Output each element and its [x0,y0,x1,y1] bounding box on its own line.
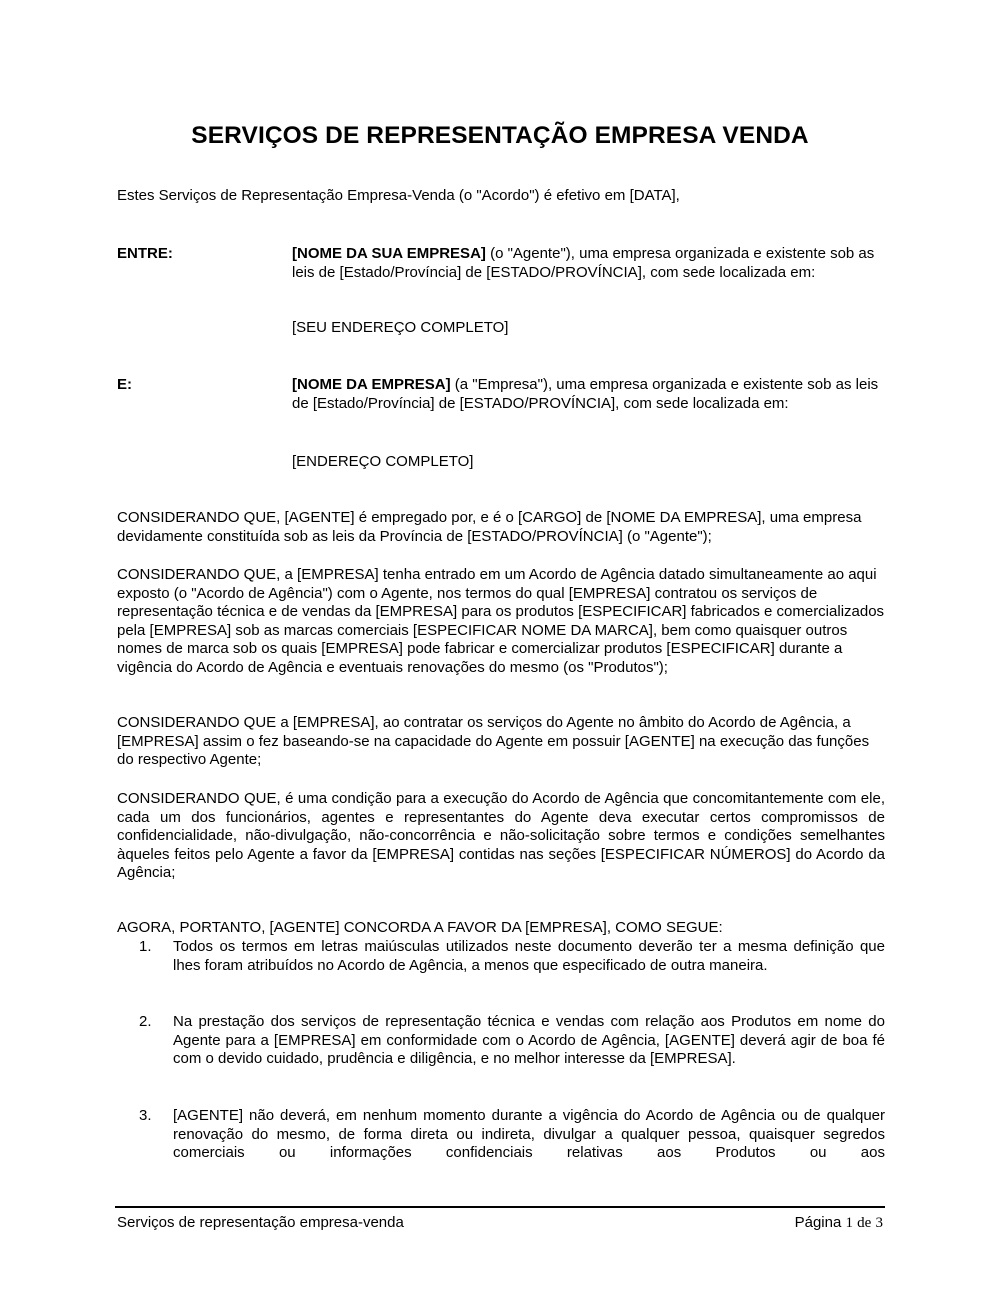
clause-text: Todos os termos em letras maiúsculas utilizados neste documento deverão ter a mesma definição que lhes foram atribuídos no Acordo de Agência, a menos que especificado de outra maneira. [173,938,885,974]
intro-paragraph: Estes Serviços de Representação Empresa-Venda (o "Acordo") é efetivo em [DATA], [117,187,680,204]
page-label: Página [794,1214,842,1231]
whereas-paragraph: CONSIDERANDO QUE, é uma condição para a execução do Acordo de Agência que concomitantemente com ele, cada um dos funcionários, agentes e representantes do Agente deva executar certos compromissos de confidencialidade, não-divulgação, não-concorrência e não-solicitação sobre termos e condições semelhantes àqueles feitos pelo Agente a favor da [EMPRESA] contidas nas seções [ESPECIFICAR NÚMEROS] do Acordo da Agência; [117,790,885,881]
party1-text [292,245,884,282]
party2-label: E: [117,376,132,393]
party2-description: (a "Empresa"), uma empresa organizada e existente sob as leis de [Estado/Província] de [ESTADO/PROVÍNCIA], com sede localizada em: [292,376,879,412]
whereas-paragraph: CONSIDERANDO QUE a [EMPRESA], ao contratar os serviços do Agente no âmbito do Acordo de Agência, a [EMPRESA] assim o fez baseando-se na capacidade do Agente em possuir [AGENTE] na execução das funções do respectivo Agente; [117,714,870,768]
page-total: 3 [875,1215,883,1231]
whereas-paragraph: CONSIDERANDO QUE, [AGENTE] é empregado por, e é o [CARGO] de [NOME DA EMPRESA], uma empresa devidamente constituída sob as leis da Província de [ESTADO/PROVÍNCIA] (o "Agente"); [117,509,862,545]
party1-address: [SEU ENDEREÇO COMPLETO] [292,319,509,336]
clause-number: 2. [139,1013,152,1030]
clause-text: [AGENTE] não deverá, em nenhum momento durante a vigência do Acordo de Agência ou de qualquer renovação do mesmo, de forma direta ou indireta, divulgar a qualquer pessoa, quaisquer segredos comerciais ou informações confidenciais relativas aos Produtos ou aos [173,1107,885,1161]
page-of: de [857,1215,872,1231]
footer-divider [115,1206,885,1208]
document-title: SERVIÇOS DE REPRESENTAÇÃO EMPRESA VENDA [191,122,809,149]
party1-description: (o "Agente"), uma empresa organizada e existente sob as leis de [Estado/Província] de [ESTADO/PROVÍNCIA], com sede localizada em: [292,245,875,281]
whereas-paragraph: CONSIDERANDO QUE, a [EMPRESA] tenha entrado em um Acordo de Agência datado simultaneamente ao aqui exposto (o "Acordo de Agência") com o Agente, nos termos do qual [EMPRESA] contratou os serviços de representação técnica e de vendas da [EMPRESA] para os produtos [ESPECIFICAR] fabricados e comercializados pela [EMPRESA] sob as marcas comerciais [ESPECIFICAR NOME DA MARCA], bem como quaisquer outros nomes de marca sob os quais [EMPRESA] pode fabricar e comercializar produtos [ESPECIFICAR] durante a vigência do Acordo de Agência e eventuais renovações do mesmo (os "Produtos"); [117,566,885,676]
clause-text: Na prestação dos serviços de representação técnica e vendas com relação aos Produtos em nome do Agente para a [EMPRESA] em conformidade com o Acordo de Agência, [AGENTE] deverá agir de boa fé com o devido cuidado, prudência e diligência, e no melhor interesse da [EMPRESA]. [173,1013,885,1067]
party2-name: [NOME DA EMPRESA] [292,376,451,393]
footer-page-number [795,1214,883,1233]
party2-address: [ENDEREÇO COMPLETO] [292,453,474,470]
page-current: 1 [845,1215,853,1231]
footer-document-name: Serviços de representação empresa-venda [117,1214,404,1231]
party1-name: [NOME DA SUA EMPRESA] [292,245,486,262]
party1-label: ENTRE: [117,245,173,262]
clause-number: 1. [139,938,152,955]
party2-text [292,376,884,413]
clause-number: 3. [139,1107,152,1124]
now-therefore-heading: AGORA, PORTANTO, [AGENTE] CONCORDA A FAVOR DA [EMPRESA], COMO SEGUE: [117,919,723,936]
